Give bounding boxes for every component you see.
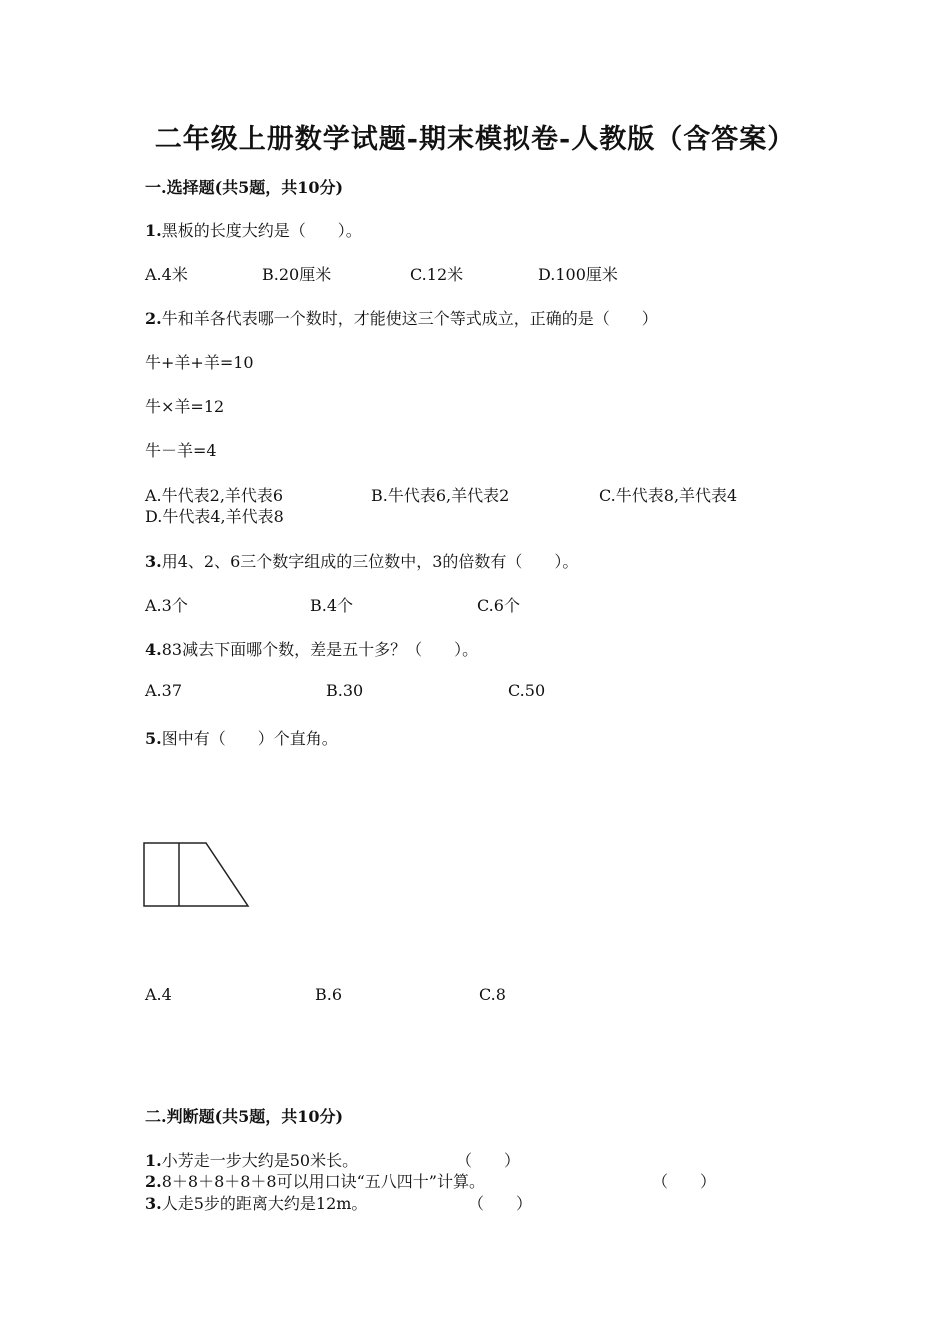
question-3 <box>145 549 578 572</box>
question-number: 2. <box>145 309 162 328</box>
option-c: C.6个 <box>477 596 520 615</box>
item-text: 8＋8＋8＋8＋8可以用口诀“五八四十”计算。 <box>161 1172 485 1191</box>
option-c: C.牛代表8,羊代表4 <box>599 486 738 505</box>
option-b: B.20厘米 <box>262 265 332 284</box>
right-angle-figure <box>140 838 256 912</box>
answer-blank: （ ） <box>468 1194 533 1213</box>
question-text: 黑板的长度大约是（ ）。 <box>161 221 362 240</box>
equation-line: 牛×羊=12 <box>145 397 225 416</box>
option-b: B.牛代表6,羊代表2 <box>371 486 510 505</box>
option-a: A.牛代表2,羊代表6 <box>145 486 284 505</box>
option-a: A.3个 <box>145 596 188 615</box>
question-2 <box>145 306 658 329</box>
question-text: 图中有（ ）个直角。 <box>161 729 338 748</box>
question-text: 牛和羊各代表哪一个数时，才能使这三个等式成立，正确的是（ ） <box>161 309 658 328</box>
option-a: A.4 <box>145 985 172 1004</box>
equation-line: 牛+羊+羊=10 <box>145 353 254 372</box>
question-number: 3. <box>145 552 162 571</box>
answer-blank: （ ） <box>456 1151 521 1170</box>
question-number: 4. <box>145 640 162 659</box>
option-c: C.12米 <box>410 265 464 284</box>
item-number: 3. <box>145 1194 162 1213</box>
judge-item-3 <box>145 1191 367 1214</box>
option-b: B.4个 <box>310 596 354 615</box>
item-text: 小芳走一步大约是50米长。 <box>161 1151 359 1170</box>
question-5 <box>145 726 338 749</box>
option-a: A.4米 <box>145 265 188 284</box>
judge-item-1 <box>145 1148 358 1171</box>
option-b: B.6 <box>315 985 343 1004</box>
page-title: 二年级上册数学试题-期末模拟卷-人教版（含答案） <box>154 124 796 155</box>
option-c: C.50 <box>508 681 546 700</box>
item-text: 人走5步的距离大约是12m。 <box>161 1194 368 1213</box>
question-1 <box>145 218 362 241</box>
question-text: 用4、2、6三个数字组成的三位数中，3的倍数有（ ）。 <box>161 552 579 571</box>
question-4 <box>145 637 478 660</box>
item-number: 1. <box>145 1151 162 1170</box>
question-text: 83减去下面哪个数，差是五十多？（ ）。 <box>161 640 479 659</box>
equation-line: 牛－羊=4 <box>145 441 217 460</box>
section-heading-choice: 一.选择题(共5题，共10分) <box>145 178 344 197</box>
judge-item-2 <box>145 1169 485 1192</box>
question-number: 1. <box>145 221 162 240</box>
question-number: 5. <box>145 729 162 748</box>
section-heading-judge: 二.判断题(共5题，共10分) <box>145 1107 344 1126</box>
answer-blank: （ ） <box>652 1172 717 1191</box>
item-number: 2. <box>145 1172 162 1191</box>
option-a: A.37 <box>145 681 182 700</box>
option-d: D.牛代表4,羊代表8 <box>145 507 284 526</box>
option-c: C.8 <box>479 985 506 1004</box>
option-b: B.30 <box>326 681 364 700</box>
option-d: D.100厘米 <box>538 265 618 284</box>
